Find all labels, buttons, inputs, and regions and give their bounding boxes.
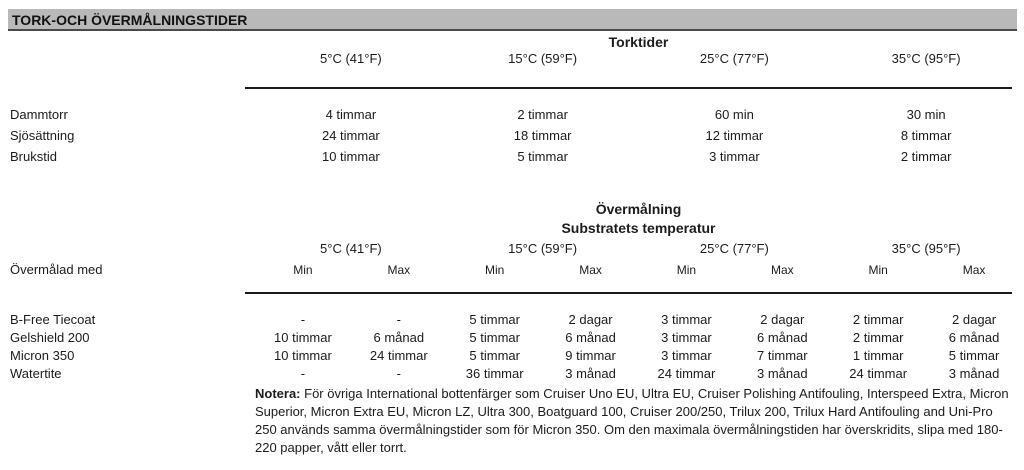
section-title-bar <box>8 9 1017 31</box>
empty-header-cell <box>0 241 255 257</box>
torktider-table <box>0 104 1024 167</box>
table-row <box>0 311 1022 329</box>
temp-header-25c: 25°C (77°F) <box>699 51 769 66</box>
max-header: Max <box>387 263 411 277</box>
cell: 18 timmar <box>513 128 572 143</box>
row-label: Dammtorr <box>10 107 68 122</box>
temp-header-35c: 35°C (95°F) <box>891 241 961 256</box>
cell: 4 timmar <box>325 107 377 122</box>
min-header: Min <box>485 263 505 277</box>
cell: 2 timmar <box>852 330 904 345</box>
cell: 10 timmar <box>321 149 380 164</box>
cell: 6 månad <box>373 330 425 345</box>
max-header: Max <box>770 263 794 277</box>
empty-header-cell <box>0 51 255 67</box>
cell: 10 timmar <box>274 330 332 345</box>
divider-line <box>245 292 1012 294</box>
cell: 24 timmar <box>321 128 380 143</box>
row-label: Brukstid <box>10 149 57 164</box>
table-row <box>0 365 1022 383</box>
overmalning-title: Övermålning <box>595 201 682 217</box>
row-label: Watertite <box>10 366 62 381</box>
min-header: Min <box>676 263 697 277</box>
cell: 6 månad <box>565 330 616 345</box>
row-label: Micron 350 <box>10 348 75 363</box>
cell: 5 timmar <box>469 312 520 327</box>
cell: 3 timmar <box>661 312 712 327</box>
cell: 5 timmar <box>469 330 520 345</box>
note-label: Notera: <box>255 386 301 401</box>
temp-header-15c: 15°C (59°F) <box>508 241 578 256</box>
cell: 1 timmar <box>852 348 904 363</box>
temp-header-15c: 15°C (59°F) <box>508 51 578 66</box>
temp-header-25c: 25°C (77°F) <box>699 241 769 256</box>
row-label-header: Övermålad med <box>10 262 103 277</box>
cell: 2 timmar <box>900 149 952 164</box>
cell: 3 timmar <box>661 348 712 363</box>
torktider-temp-header-row <box>0 51 1022 67</box>
document-page <box>0 9 1024 457</box>
table-row <box>0 329 1022 347</box>
cell: 36 timmar <box>465 366 524 381</box>
cell: 24 timmar <box>369 348 428 363</box>
divider-line <box>245 87 1012 89</box>
cell: 2 dagar <box>760 312 805 327</box>
cell: 3 månad <box>948 366 1000 381</box>
min-header: Min <box>868 263 888 277</box>
note <box>255 385 1013 457</box>
cell: 3 månad <box>757 366 808 381</box>
cell: - <box>396 366 401 381</box>
cell: 24 timmar <box>657 366 716 381</box>
cell: 60 min <box>714 107 754 122</box>
cell: 12 timmar <box>705 128 764 143</box>
cell: - <box>300 366 306 381</box>
note-text: För övriga International bottenfärger som Cruiser Uno EU, Ultra EU, Cruiser Polishing Antifouling, Interspeed Extra, Micron Superior, Micron Extra EU, Micron LZ, Ultra 300, Boatguard 100, Cruiser 200/250, Trilux 200, Trilux Hard Antifouling and Uni-Pro 250 används samma övermålningstider som för Micron 350. Om den maximala övermålningstiden har överskridits, slipa med 180-220 papper, vått eller torrt. <box>255 386 1009 455</box>
row-label: Sjösättning <box>10 128 75 143</box>
cell: 8 timmar <box>900 128 952 143</box>
cell: 2 timmar <box>517 107 568 122</box>
cell: 6 månad <box>948 330 1000 345</box>
cell: 9 timmar <box>565 348 616 363</box>
cell: 10 timmar <box>274 348 332 363</box>
max-header: Max <box>579 263 602 277</box>
overmalning-table <box>0 311 1024 383</box>
page-title: TORK-OCH ÖVERMÅLNINGSTIDER <box>12 12 248 28</box>
overmalning-subtitle: Substratets temperatur <box>561 220 716 236</box>
cell: 5 timmar <box>948 348 1000 363</box>
cell: 2 dagar <box>952 312 997 327</box>
cell: - <box>300 312 306 327</box>
temp-header-5c: 5°C (41°F) <box>320 51 382 66</box>
cell: 24 timmar <box>849 366 908 381</box>
cell: 2 timmar <box>852 312 904 327</box>
table-row <box>0 347 1022 365</box>
table-row <box>0 104 1022 125</box>
cell: 5 timmar <box>469 348 520 363</box>
cell: 6 månad <box>757 330 808 345</box>
cell: 3 timmar <box>709 149 760 164</box>
row-label: Gelshield 200 <box>10 330 90 345</box>
cell: 30 min <box>906 107 946 122</box>
overmalning-temp-header-row <box>0 241 1022 257</box>
cell: 5 timmar <box>517 149 568 164</box>
row-label: B-Free Tiecoat <box>10 312 96 327</box>
cell: 3 månad <box>565 366 616 381</box>
temp-header-5c: 5°C (41°F) <box>320 241 382 256</box>
max-header: Max <box>962 263 986 277</box>
torktider-title: Torktider <box>608 34 669 50</box>
cell: 3 timmar <box>661 330 712 345</box>
table-row <box>0 146 1022 167</box>
cell: - <box>396 312 401 327</box>
cell: 7 timmar <box>757 348 808 363</box>
temp-header-35c: 35°C (95°F) <box>891 51 961 66</box>
table-row <box>0 125 1022 146</box>
cell: 2 dagar <box>568 312 613 327</box>
min-header: Min <box>293 263 313 277</box>
overmalning-minmax-header-row <box>0 262 1022 278</box>
